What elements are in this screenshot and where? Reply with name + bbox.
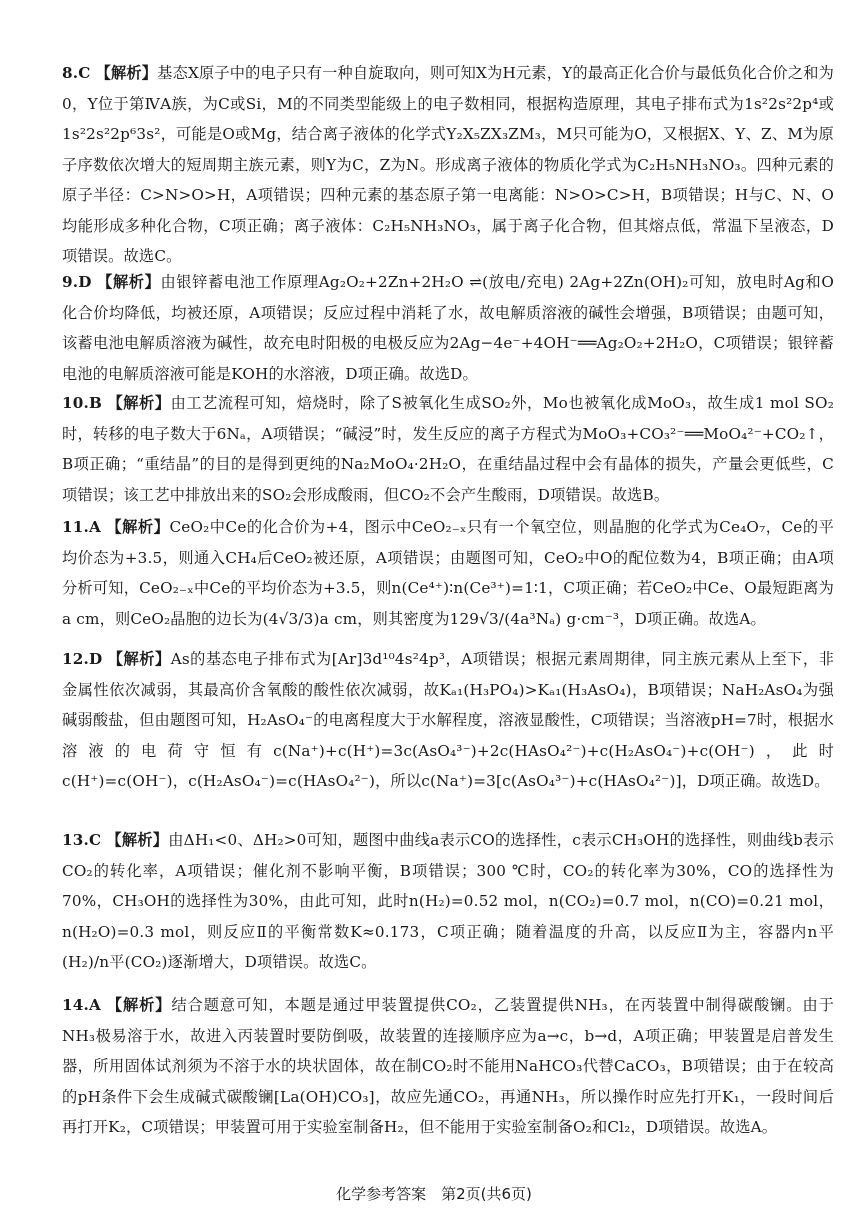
analysis-tag: 【解析】 [107,394,171,412]
question-number: 12.D [62,650,103,668]
answer-item-12 [62,644,834,797]
analysis-text: CeO₂中Ce的化合价为+4，图示中CeO₂₋ₓ只有一个氧空位，则晶胞的化学式为Ce₄O₇，Ce的平均价态为+3.5，则通入CH₄后CeO₂被还原，A项错误；由题图可知，CeO₂中O的配位数为4，B项正确；由A项分析可知，CeO₂₋ₓ中Ce的平均价态为+3.5，则n(Ce⁴⁺)∶n(Ce³⁺)=1∶1，C项正确；若CeO₂中Ce、O最短距离为a cm，则CeO₂晶胞的边长为(4√3/3)a cm，则其密度为129√3/(4a³Nₐ) g·cm⁻³，D项正确。故选A。 [62,518,834,628]
analysis-text: 基态X原子中的电子只有一种自旋取向，则可知X为H元素，Y的最高正化合价与最低负化合价之和为0，Y位于第ⅣA族，为C或Si，M的不同类型能级上的电子数相同，根据构造原理，其电子排布式为1s²2s²2p⁴或1s²2s²2p⁶3s²，可能是O或Mg，结合离子液体的化学式Y₂X₅ZX₃ZM₃，M只可能为O，又根据X、Y、Z、M为原子序数依次增大的短周期主族元素，则Y为C，Z为N。形成离子液体的物质化学式为C₂H₅NH₃NO₃。四种元素的原子半径：C>N>O>H，A项错误；四种元素的基态原子第一电离能：N>O>C>H，B项错误；H与C、N、O均能形成多种化合物，C项正确；离子液体：C₂H₅NH₃NO₃，属于离子化合物，但其熔点低，常温下呈液态，D项错误。故选C。 [62,64,834,265]
analysis-text: 由ΔH₁<0、ΔH₂>0可知，题图中曲线a表示CO的选择性，c表示CH₃OH的选择性，则曲线b表示CO₂的转化率，A项错误；催化剂不影响平衡，B项错误；300 ℃时，CO₂的转化率为30%，CO的选择性为70%，CH₃OH的选择性为30%，由此可知，此时n(H₂)=0.52 mol，n(CO₂)=0.7 mol，n(CO)=0.21 mol，n(H₂O)=0.3 mol，则反应Ⅱ的平衡常数K≈0.173，C项正确；随着温度的升高，以反应Ⅱ为主，容器内n平(H₂)/n平(CO₂)逐渐增大，D项错误。故选C。 [62,831,834,971]
analysis-tag: 【解析】 [107,650,171,668]
answer-item-9 [62,267,834,389]
analysis-tag: 【解析】 [106,518,170,536]
page-footer: 化学参考答案 第2页(共6页) [336,1185,532,1203]
analysis-tag: 【解析】 [106,831,169,849]
answer-item-8 [62,58,834,272]
question-number: 14.A [62,996,102,1014]
analysis-text: As的基态电子排布式为[Ar]3d¹⁰4s²4p³，A项错误；根据元素周期律，同主族元素从上至下，非金属性依次减弱，其最高价含氧酸的酸性依次减弱，故Kₐ₁(H₃PO₄)>Kₐ₁(H₃AsO₄)，B项错误；NaH₂AsO₄为强碱弱酸盐，但由题图可知，H₂AsO₄⁻的电离程度大于水解程度，溶液显酸性，C项错误；当溶液pH=7时，根据水溶液的电荷守恒有c(Na⁺)+c(H⁺)=3c(AsO₄³⁻)+2c(HAsO₄²⁻)+c(H₂AsO₄⁻)+c(OH⁻)，此时c(H⁺)=c(OH⁻)，c(H₂AsO₄⁻)=c(HAsO₄²⁻)，所以c(Na⁺)=3[c(AsO₄³⁻)+c(HAsO₄²⁻)]，D项正确。故选D。 [62,650,835,790]
analysis-text: 由银锌蓄电池工作原理Ag₂O₂+2Zn+2H₂O ⇌(放电/充电) 2Ag+2Zn(OH)₂可知，放电时Ag和O化合价均降低，均被还原，A项错误；反应过程中消耗了水，故电解质溶液的碱性会增强，B项错误；由题可知，该蓄电池电解质溶液为碱性，故充电时阳极的电极反应为2Ag−4e⁻+4OH⁻══Ag₂O₂+2H₂O，C项错误；银锌蓄电池的电解质溶液可能是KOH的水溶液，D项正确。故选D。 [62,273,834,383]
analysis-text: 结合题意可知，本题是通过甲装置提供CO₂，乙装置提供NH₃，在丙装置中制得碳酸镧。由于NH₃极易溶于水，故进入丙装置时要防倒吸，故装置的连接顺序应为a→c，b→d，A项正确；甲装置是启普发生器，所用固体试剂须为不溶于水的块状固体，故在制CO₂时不能用NaHCO₃代替CaCO₃，B项错误；由于在较高的pH条件下会生成碱式碳酸镧[La(OH)CO₃]，故应先通CO₂，再通NH₃，所以操作时应先打开K₁，一段时间后再打开K₂，C项错误；甲装置可用于实验室制备H₂，但不能用于实验室制备O₂和Cl₂，D项错误。故选A。 [62,996,834,1136]
analysis-tag: 【解析】 [95,64,158,82]
answer-item-11 [62,512,834,634]
analysis-tag: 【解析】 [97,273,161,291]
answer-item-14 [62,990,834,1143]
answer-item-13 [62,825,834,978]
question-number: 13.C [62,831,102,849]
answer-item-10 [62,388,834,510]
analysis-text: 由工艺流程可知，焙烧时，除了S被氧化生成SO₂外，Mo也被氧化成MoO₃，故生成1 mol SO₂时，转移的电子数大于6Nₐ，A项错误；“碱浸”时，发生反应的离子方程式为MoO₃+CO₃²⁻══MoO₄²⁻+CO₂↑，B项正确；“重结晶”的目的是得到更纯的Na₂MoO₄·2H₂O，在重结晶过程中会有晶体的损失，产量会更低些，C项错误；该工艺中排放出来的SO₂会形成酸雨，但CO₂不会产生酸雨，D项错误。故选B。 [62,394,834,504]
question-number: 11.A [62,518,102,536]
question-number: 9.D [62,273,92,291]
question-number: 10.B [62,394,103,412]
question-number: 8.C [62,64,91,82]
analysis-tag: 【解析】 [106,996,172,1014]
